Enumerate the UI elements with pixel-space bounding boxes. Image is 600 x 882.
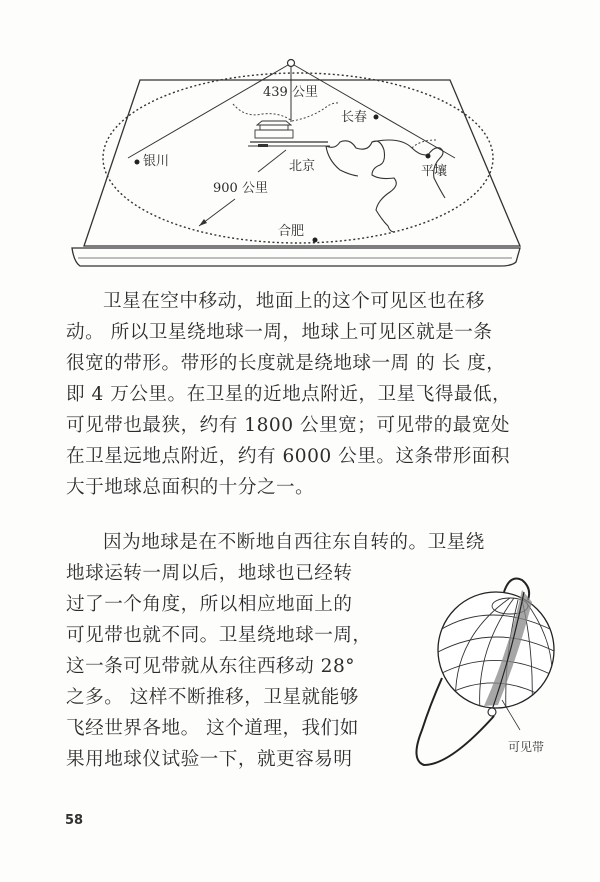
text-line: 过了一个角度，所以相应地面上的	[66, 594, 353, 615]
altitude-label: 439 公里	[263, 85, 318, 100]
paragraph-1	[66, 286, 538, 503]
city-label-changchun: 长春	[341, 110, 368, 125]
page-number: 58	[65, 813, 84, 828]
text-line: 可见带也最狭，约有 1800 公里宽；可见带的最宽处	[66, 415, 511, 436]
globe-visible-band-figure	[410, 560, 585, 780]
text-line: 之多。 这样不断推移，卫星就能够	[66, 687, 359, 708]
globe-illustration	[410, 560, 585, 780]
tiananmen-icon	[248, 121, 330, 147]
city-label-hefei: 合肥	[278, 224, 305, 239]
text-line: 因为地球是在不断地自西往东自转的。卫星绕	[103, 532, 485, 553]
text-line: 动。 所以卫星绕地球一周，地球上可见区就是一条	[66, 322, 493, 343]
text-line: 卫星在空中移动，地面上的这个可见区也在移	[103, 291, 485, 312]
text-line: 即 4 万公里。在卫星的近地点附近，卫星飞得最低，	[66, 384, 512, 405]
city-label-beijing: 北京	[289, 159, 316, 174]
city-label-yinchuan: 银川	[143, 154, 170, 169]
text-line: 大于地球总面积的十分之一。	[66, 477, 315, 498]
text-line: 可见带也就不同。卫星绕地球一周，	[66, 625, 372, 646]
visible-band-label: 可见带	[508, 740, 545, 754]
radius-label: 900 公里	[213, 181, 268, 196]
text-line: 果用地球仪试验一下，就更容易明	[66, 749, 353, 770]
text-line: 在卫星远地点附近，约有 6000 公里。这条带形面积	[66, 446, 511, 467]
text-line: 很宽的带形。带形的长度就是绕地球一周 的 长 度，	[66, 353, 506, 374]
text-line: 飞经世界各地。 这个道理，我们如	[66, 718, 359, 739]
satellite-visibility-map-figure	[0, 0, 600, 280]
city-label-pyongyang: 平壤	[421, 164, 448, 179]
text-line: 这一条可见带就从东往西移动 28°	[66, 656, 356, 677]
text-line: 地球运转一周以后，地球也已经转	[66, 563, 353, 584]
